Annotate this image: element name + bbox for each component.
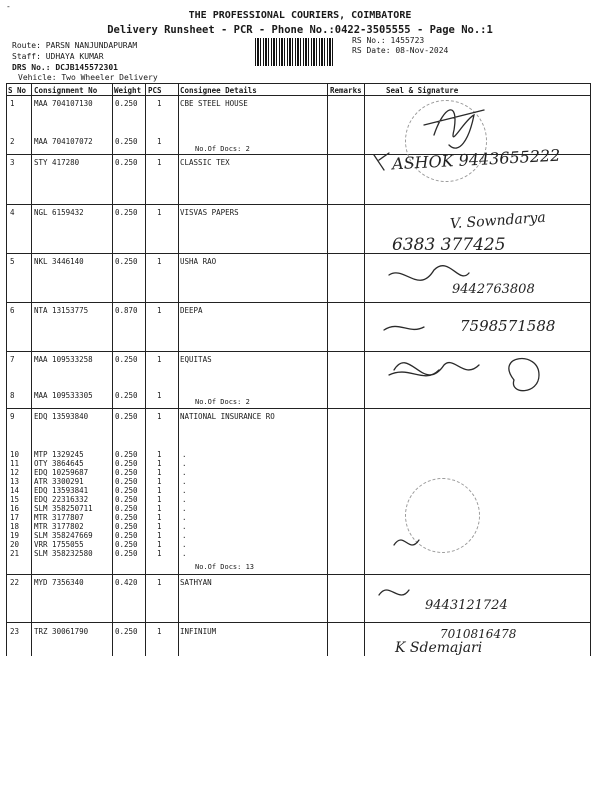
signature-stroke xyxy=(384,326,424,330)
row-weight: 0.250 xyxy=(115,468,138,477)
row-weight: 0.250 xyxy=(115,540,138,549)
row-consignment: SLM 358232580 xyxy=(34,549,93,558)
row-pcs: 1 xyxy=(157,468,162,477)
col-header-sno: S No xyxy=(8,86,27,95)
col-header-details: Consignee Details xyxy=(180,86,257,95)
barcode-image xyxy=(255,38,335,66)
row-sno: 20 xyxy=(10,540,20,549)
row-details: . xyxy=(182,513,187,522)
row-consignment: VRR 1755055 xyxy=(34,540,84,549)
row-pcs: 1 xyxy=(157,257,162,266)
signature-stroke xyxy=(374,153,389,170)
col-border xyxy=(145,83,146,656)
handwritten-row4-name: V. Sowndarya xyxy=(449,209,547,233)
drs-label: DRS No.: DCJB145572301 xyxy=(12,63,118,72)
handwritten-row6: 7598571588 xyxy=(460,317,556,335)
row-weight: 0.250 xyxy=(115,531,138,540)
signature-stroke xyxy=(424,110,484,148)
row-consignment: EDQ 10259687 xyxy=(34,468,89,477)
row-details: . xyxy=(182,522,187,531)
col-header-weight: Weight xyxy=(114,86,142,95)
row-pcs: 1 xyxy=(157,578,162,587)
row-sno: 11 xyxy=(10,459,20,468)
row-details: VISVAS PAPERS xyxy=(180,208,239,217)
row-details: INFINIUM xyxy=(180,627,217,636)
row-weight: 0.250 xyxy=(115,477,138,486)
row-weight: 0.250 xyxy=(115,355,138,364)
row-docs-note: No.Of Docs: 2 xyxy=(195,398,250,406)
row-sno: 23 xyxy=(10,627,20,636)
row-pcs: 1 xyxy=(157,412,162,421)
signature-stroke xyxy=(379,590,409,595)
row-pcs: 1 xyxy=(157,459,162,468)
handwritten-row3: ASHOK 9443655222 xyxy=(391,145,561,174)
staff-label: Staff: UDHAYA KUMAR xyxy=(12,52,104,61)
row-consignment: MAA 704107130 xyxy=(34,99,93,108)
row-details: CLASSIC TEX xyxy=(180,158,230,167)
row-consignment: EDQ 22316332 xyxy=(34,495,89,504)
row-details: . xyxy=(182,468,187,477)
row-sno: 16 xyxy=(10,504,20,513)
row-sno: 10 xyxy=(10,450,20,459)
handwritten-row4-phone: 6383 377425 xyxy=(392,235,506,255)
row-consignment: MAA 109533305 xyxy=(34,391,93,400)
row-consignment: TRZ 30061790 xyxy=(34,627,89,636)
row-weight: 0.250 xyxy=(115,459,138,468)
row-consignment: SLM 358247669 xyxy=(34,531,93,540)
row-weight: 0.250 xyxy=(115,549,138,558)
row-details: DEEPA xyxy=(180,306,203,315)
row-sno: 4 xyxy=(10,208,15,217)
row-consignment: MYD 7356340 xyxy=(34,578,84,587)
row-weight: 0.250 xyxy=(115,158,138,167)
col-header-remarks: Remarks xyxy=(330,86,362,95)
rs-date: RS Date: 08-Nov-2024 xyxy=(352,46,449,55)
row-weight: 0.250 xyxy=(115,486,138,495)
row-sno: 17 xyxy=(10,513,20,522)
row-sno: 12 xyxy=(10,468,20,477)
row-pcs: 1 xyxy=(157,158,162,167)
table-top-border xyxy=(6,83,590,84)
col-border xyxy=(178,83,179,656)
row-details: . xyxy=(182,486,187,495)
company-title: THE PROFESSIONAL COURIERS, COIMBATORE xyxy=(188,10,412,21)
row-consignment: NGL 6159432 xyxy=(34,208,84,217)
row-details: . xyxy=(182,459,187,468)
row-sno: 1 xyxy=(10,99,15,108)
row-consignment: OTY 3864645 xyxy=(34,459,84,468)
col-border xyxy=(31,83,32,656)
row-consignment: MTR 3177807 xyxy=(34,513,84,522)
row-details: EQUITAS xyxy=(180,355,212,364)
row-pcs: 1 xyxy=(157,522,162,531)
row-consignment: ATR 3300291 xyxy=(34,477,84,486)
col-header-consignment: Consignment No xyxy=(34,86,98,95)
route-label: Route: PARSN NANJUNDAPURAM xyxy=(12,41,138,50)
row-consignment: SLM 358250711 xyxy=(34,504,93,513)
signature-stroke xyxy=(389,266,469,281)
row-sno: 19 xyxy=(10,531,20,540)
row-pcs: 1 xyxy=(157,208,162,217)
row-details: CBE STEEL HOUSE xyxy=(180,99,248,108)
row-pcs: 1 xyxy=(157,477,162,486)
row-consignment: EDQ 13593840 xyxy=(34,412,89,421)
row-pcs: 1 xyxy=(157,504,162,513)
row-docs-note: No.Of Docs: 13 xyxy=(195,563,255,571)
col-header-pcs: PCS xyxy=(148,86,162,95)
row-pcs: 1 xyxy=(157,495,162,504)
row-pcs: 1 xyxy=(157,450,162,459)
row-weight: 0.250 xyxy=(115,99,138,108)
row-sno: 3 xyxy=(10,158,15,167)
col-border xyxy=(112,83,113,656)
signature-scribbles xyxy=(364,95,590,655)
row-pcs: 1 xyxy=(157,137,162,146)
row-sno: 2 xyxy=(10,137,15,146)
col-border xyxy=(590,83,591,656)
col-border xyxy=(327,83,328,656)
row-pcs: 1 xyxy=(157,355,162,364)
row-weight: 0.250 xyxy=(115,522,138,531)
row-details: . xyxy=(182,495,187,504)
row-pcs: 1 xyxy=(157,486,162,495)
row-weight: 0.250 xyxy=(115,450,138,459)
row-docs-note: No.Of Docs: 2 xyxy=(195,145,250,153)
row-sno: 15 xyxy=(10,495,20,504)
row-sno: 5 xyxy=(10,257,15,266)
row-details: . xyxy=(182,531,187,540)
row-details: . xyxy=(182,504,187,513)
col-header-seal: Seal & Signature xyxy=(386,86,459,95)
row-weight: 0.250 xyxy=(115,412,138,421)
col-border xyxy=(6,83,7,656)
row-pcs: 1 xyxy=(157,306,162,315)
row-weight: 0.250 xyxy=(115,513,138,522)
row-sno: 21 xyxy=(10,549,20,558)
row-details: . xyxy=(182,450,187,459)
row-sno: 8 xyxy=(10,391,15,400)
row-weight: 0.250 xyxy=(115,208,138,217)
row-consignment: MAA 109533258 xyxy=(34,355,93,364)
row-details: . xyxy=(182,549,187,558)
row-pcs: 1 xyxy=(157,540,162,549)
rs-number: RS No.: 1455723 xyxy=(352,36,425,45)
row-weight: 0.250 xyxy=(115,137,138,146)
corner-mark: - xyxy=(6,2,11,11)
row-weight: 0.250 xyxy=(115,495,138,504)
row-weight: 0.420 xyxy=(115,578,138,587)
row-consignment: MTP 1329245 xyxy=(34,450,84,459)
row-sno: 22 xyxy=(10,578,20,587)
signature-stroke xyxy=(394,540,419,545)
row-sno: 13 xyxy=(10,477,20,486)
row-details: USHA RAO xyxy=(180,257,217,266)
row-consignment: STY 417280 xyxy=(34,158,80,167)
row-sno: 18 xyxy=(10,522,20,531)
row-sno: 6 xyxy=(10,306,15,315)
row-consignment: EDQ 13593841 xyxy=(34,486,89,495)
row-details: SATHYAN xyxy=(180,578,212,587)
row-sno: 14 xyxy=(10,486,20,495)
row-weight: 0.870 xyxy=(115,306,138,315)
runsheet-subtitle: Delivery Runsheet - PCR - Phone No.:0422-3505555 - Page No.:1 xyxy=(107,24,493,36)
row-weight: 0.250 xyxy=(115,391,138,400)
row-details: . xyxy=(182,540,187,549)
row-details: . xyxy=(182,477,187,486)
row-consignment: NKL 3446140 xyxy=(34,257,84,266)
vehicle-label: Vehicle: Two Wheeler Delivery xyxy=(18,73,158,82)
handwritten-row5: 9442763808 xyxy=(452,282,535,297)
handwritten-row23-name: K Sdemajari xyxy=(395,640,483,656)
handwritten-row23-phone: 7010816478 xyxy=(440,627,517,641)
row-weight: 0.250 xyxy=(115,504,138,513)
row-details: NATIONAL INSURANCE RO xyxy=(180,412,275,421)
row-sno: 7 xyxy=(10,355,15,364)
row-pcs: 1 xyxy=(157,513,162,522)
row-weight: 0.250 xyxy=(115,257,138,266)
row-pcs: 1 xyxy=(157,627,162,636)
row-pcs: 1 xyxy=(157,531,162,540)
row-pcs: 1 xyxy=(157,549,162,558)
row-pcs: 1 xyxy=(157,391,162,400)
row-consignment: MTR 3177802 xyxy=(34,522,84,531)
row-sno: 9 xyxy=(10,412,15,421)
handwritten-row22: 9443121724 xyxy=(425,598,508,613)
row-consignment: MAA 704107072 xyxy=(34,137,93,146)
row-pcs: 1 xyxy=(157,99,162,108)
row-consignment: NTA 13153775 xyxy=(34,306,89,315)
row-weight: 0.250 xyxy=(115,627,138,636)
